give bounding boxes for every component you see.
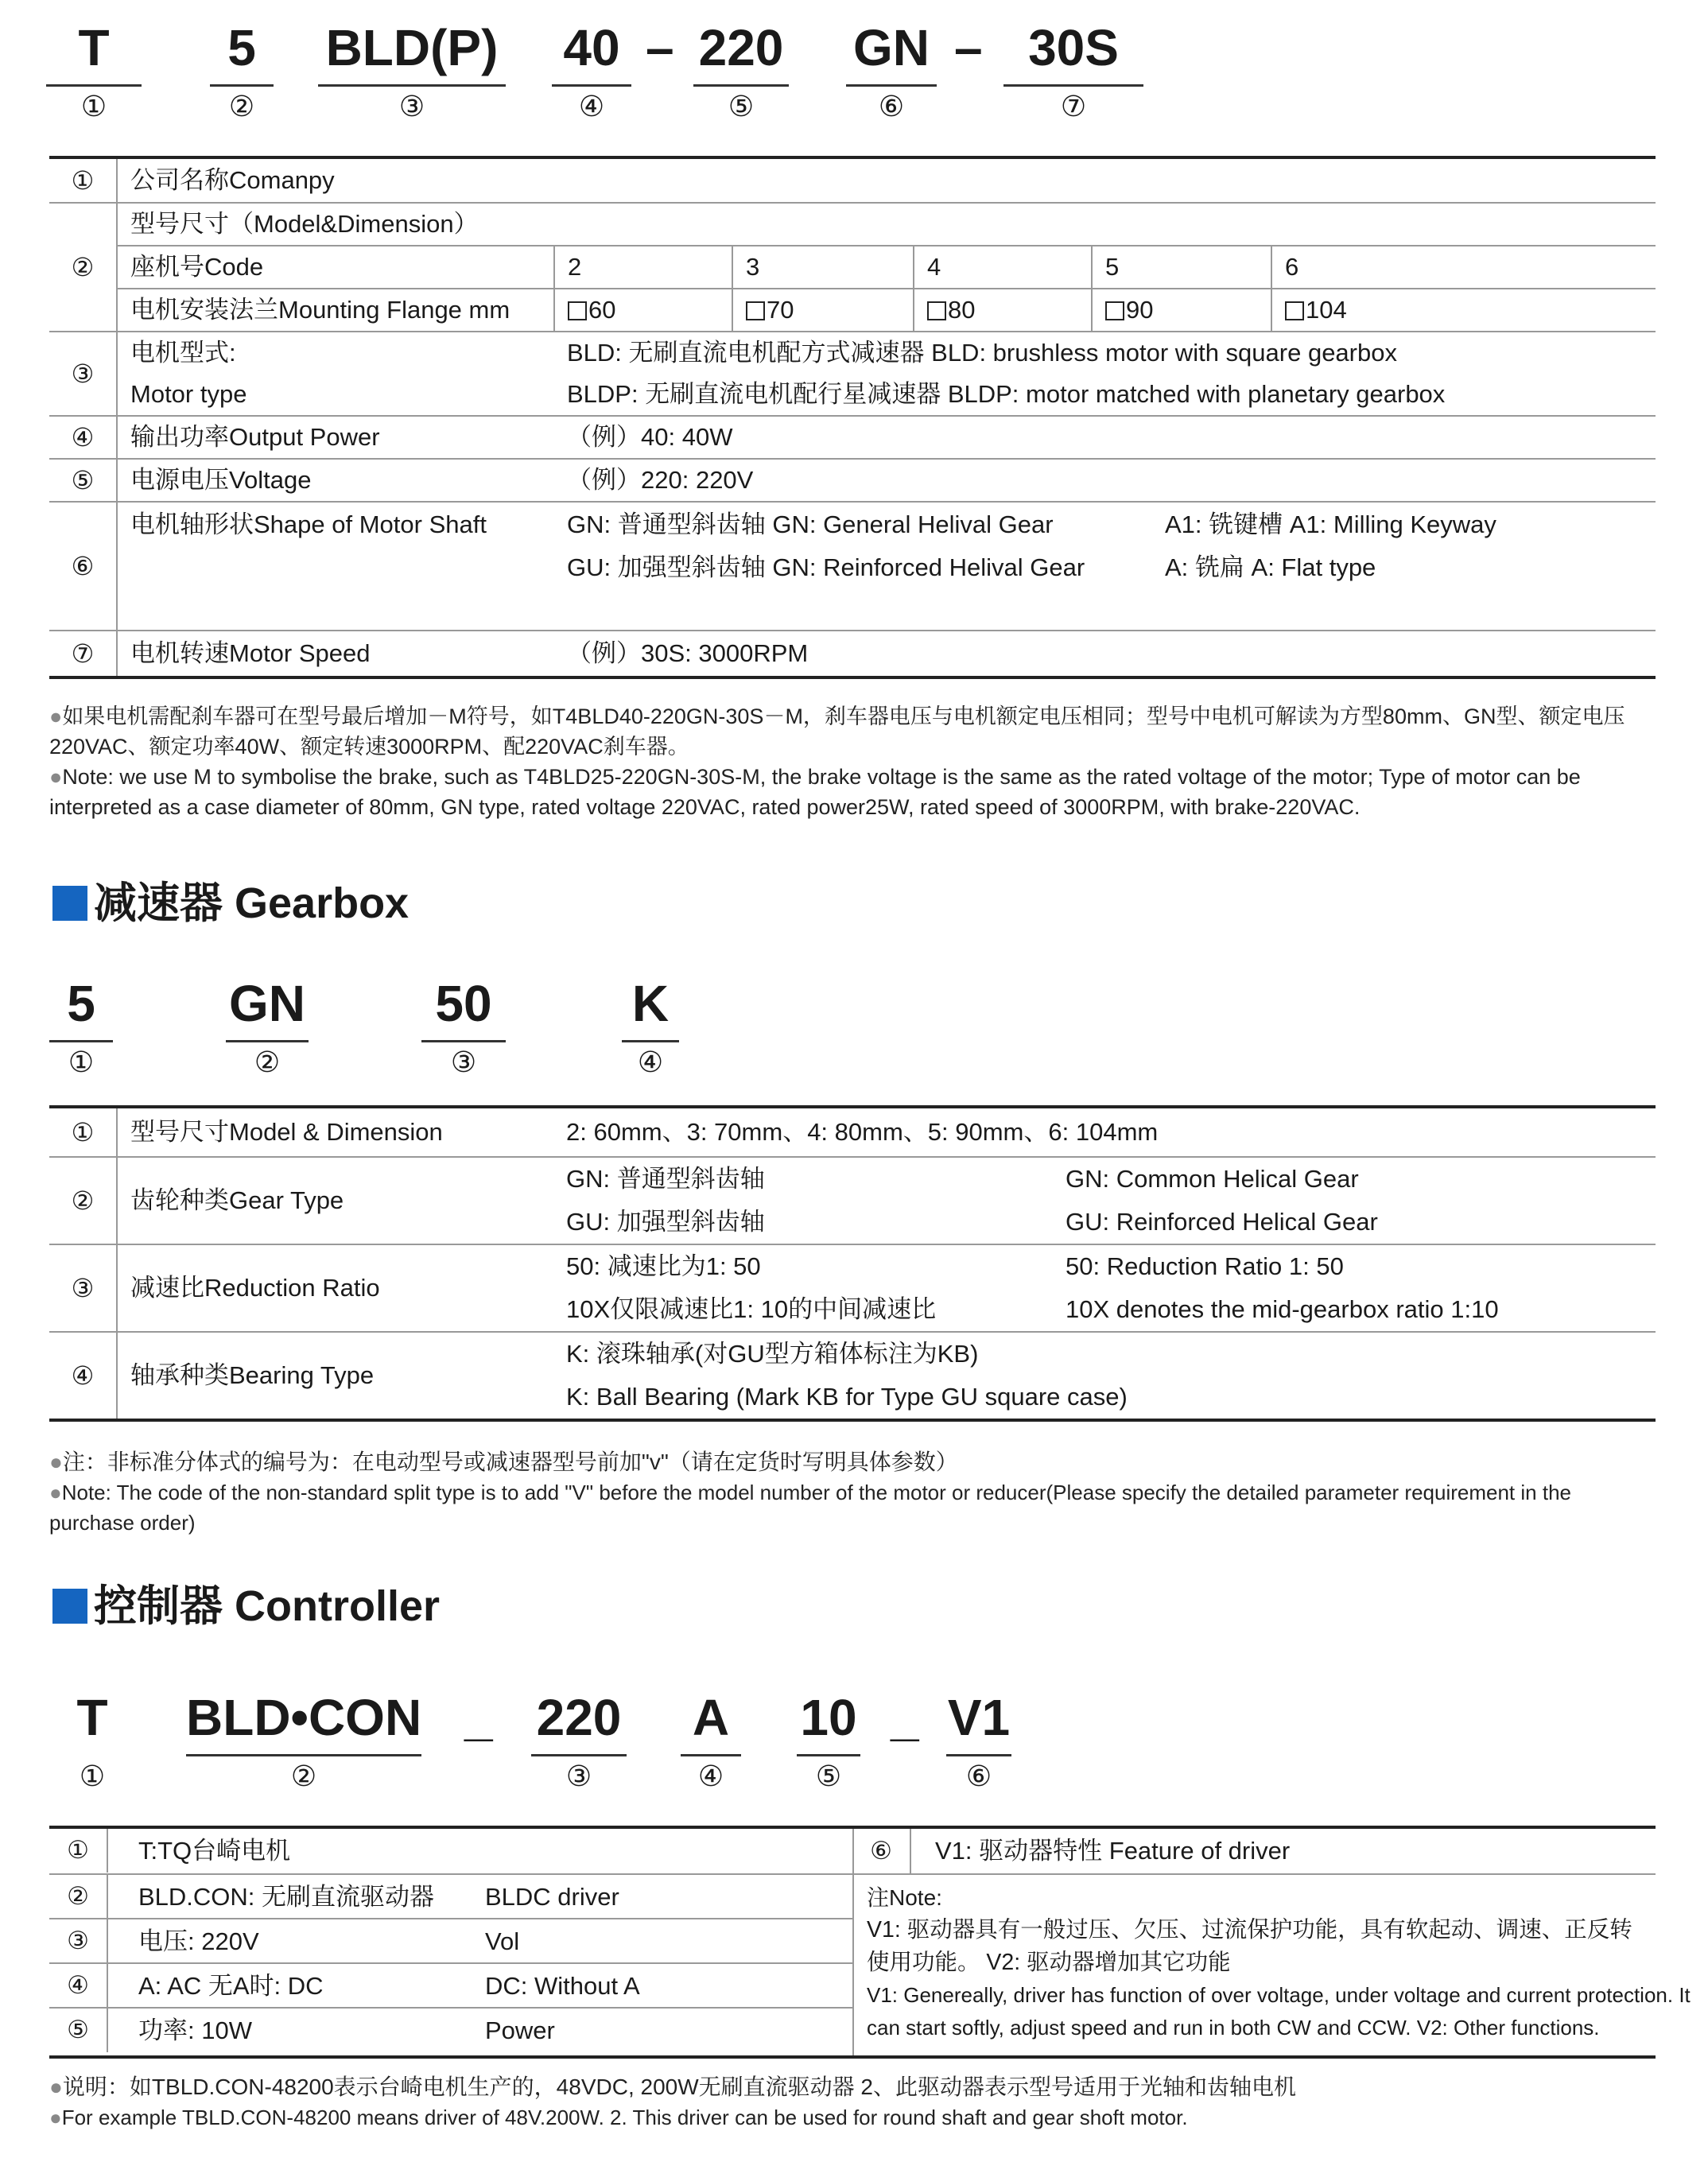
flange-cell	[914, 289, 1092, 332]
table-row	[49, 1332, 1656, 1376]
code-text: 220	[698, 19, 784, 76]
code-underline	[46, 84, 142, 87]
section-marker-icon	[52, 886, 87, 921]
row-number: ③	[49, 1244, 117, 1332]
row-value: （例）30S: 3000RPM	[554, 631, 1656, 677]
square-icon	[568, 301, 587, 320]
row-label: 型号尺寸Model & Dimension	[130, 1118, 443, 1146]
code-text: GN	[853, 19, 930, 76]
row-label: 电机轴形状Shape of Motor Shaft	[117, 502, 554, 631]
code-number: ③	[565, 1760, 592, 1793]
table-row	[49, 416, 1656, 459]
bullet-icon: ●	[49, 704, 63, 728]
motor-code-seg-7	[1003, 16, 1143, 125]
note-cn-2: 使用功能。 V2: 驱动器增加其它功能	[867, 1950, 1231, 1975]
note-en	[49, 762, 1656, 822]
row-number: ①	[49, 157, 117, 203]
code-text: 5	[67, 975, 95, 1032]
section-title-text: 减速器 Gearbox	[94, 879, 410, 927]
controller-code-seg-3	[531, 1686, 627, 1795]
code-cell: 3	[732, 246, 914, 289]
code-underline	[49, 1040, 113, 1042]
note-en	[49, 1477, 1656, 1538]
row-label: 公司名称Comanpy	[130, 166, 335, 194]
code-underline	[210, 84, 274, 87]
code-number: ⑦	[1060, 91, 1087, 123]
row-value: BLDP: 无刷直流电机配行星减速器 BLDP: motor matched with planetary gearbox	[567, 380, 1446, 408]
row-value: GN: 普通型斜齿轴	[553, 1157, 1053, 1201]
code-number: ④	[697, 1760, 724, 1793]
section-title-text: 控制器 Controller	[94, 1582, 441, 1630]
row-label: 电机转速Motor Speed	[117, 631, 554, 677]
row-label: Motor type	[130, 380, 247, 408]
square-icon	[1285, 301, 1304, 320]
table-row	[49, 332, 1656, 374]
code-text: K	[631, 975, 670, 1032]
row-label: 齿轮种类Gear Type	[117, 1157, 553, 1244]
note-text: Note: we use M to symbolise the brake, such as T4BLD25-220GN-30S-M, the brake voltage is the same as the rated voltage of the motor; Type of motor can be interpreted as a case diameter of 80mm, GN type, rated voltage 220VAC, rated power25W, rated speed of 3000RPM, with brake-220VAC.	[49, 765, 1581, 819]
row-label: 电源电压Voltage	[117, 459, 554, 502]
row-number: ④	[49, 416, 117, 459]
motor-code-line	[0, 16, 1708, 135]
row-number: ⑥	[49, 502, 117, 631]
note-cn	[49, 2072, 1656, 2102]
code-number: ⑤	[728, 91, 755, 123]
controller-code-line	[0, 1686, 1708, 1805]
note-cn-1: V1: 驱动器具有一般过压、欠压、过流保护功能，具有软起动、调速、正反转	[867, 1917, 1632, 1943]
table-row	[49, 1157, 1656, 1201]
note-en-2: can start softly, adjust speed and run in both CW and CCW. V2: Other functions.	[867, 2016, 1600, 2040]
table-row	[49, 203, 1656, 246]
motor-note	[49, 701, 1656, 822]
controller-code-seg-6	[946, 1686, 1011, 1795]
code-cell: 6	[1271, 246, 1656, 289]
controller-code-seg-2	[186, 1686, 421, 1795]
table-row	[49, 1962, 852, 2008]
note-text: 注：非标准分体式的编号为：在电动型号或减速器型号前加"v"（请在定货时写明具体参数）	[62, 1450, 958, 1474]
code-underline	[797, 1754, 860, 1756]
shaft-a1: A1: 铣键槽 A1: Milling Keyway	[1165, 510, 1496, 538]
bullet-icon: ●	[49, 1481, 62, 1504]
row-value: GU: Reinforced Helical Gear	[1066, 1208, 1378, 1236]
row-value: A: AC 无A时: DC	[138, 1972, 324, 2000]
table-row	[49, 157, 1656, 203]
motor-code-seg-6	[846, 16, 937, 125]
code-text: 40	[563, 19, 620, 76]
code-number: ⑥	[878, 91, 905, 123]
table-row	[49, 2007, 852, 2052]
code-text: T	[76, 1689, 108, 1746]
row-label: 输出功率Output Power	[117, 416, 554, 459]
row-number: ⑦	[49, 631, 117, 677]
feature-head-text: V1: 驱动器特性 Feature of driver	[935, 1837, 1291, 1865]
code-text: V1	[947, 1689, 1011, 1746]
code-underline	[622, 1040, 679, 1042]
note-text: 如果电机需配刹车器可在型号最后增加－M符号，如T4BLD40-220GN-30S－M，刹车器电压与电机额定电压相同；型号中电机可解读为方型80mm、GN型、额定电压220VAC、额定功率40W、额定转速3000RPM、配220VAC刹车器。	[49, 704, 1625, 759]
row-value-en: Vol	[485, 1927, 520, 1955]
motor-code-seg-4	[552, 16, 631, 125]
code-cell: 5	[1092, 246, 1271, 289]
flange-value: 60	[588, 296, 616, 324]
feature-header	[852, 1829, 1656, 1875]
row-value: BLD: 无刷直流电机配方式减速器 BLD: brushless motor with square gearbox	[554, 332, 1656, 374]
row-label: 型号尺寸（Model&Dimension）	[117, 203, 1656, 246]
bullet-icon: ●	[49, 765, 63, 789]
note-text: Note: The code of the non-standard split type is to add "V" before the model number of the motor or reducer(Please specify the detailed parameter requirement in the purchase order)	[49, 1481, 1571, 1535]
code-number: ④	[578, 91, 605, 123]
code-underline	[693, 84, 789, 87]
row-number: ④	[49, 1964, 108, 2008]
note-en-1: V1: Genereally, driver has function of over voltage, under voltage and current protection. It	[867, 1983, 1691, 2007]
code-underline	[552, 84, 631, 87]
code-number: ⑥	[965, 1760, 992, 1793]
code-text: T	[78, 19, 110, 76]
code-underline	[226, 1040, 309, 1042]
table-row	[49, 374, 1656, 416]
feature-note	[867, 1881, 1691, 2044]
code-underline	[846, 84, 937, 87]
table-row	[49, 1107, 1656, 1157]
code-number: ⑤	[815, 1760, 842, 1793]
row-value: GU: 加强型斜齿轴	[566, 1208, 765, 1236]
row-number: ①	[49, 1829, 108, 1873]
row-value-en: Power	[485, 2016, 555, 2044]
row-number: ③	[49, 1919, 108, 1963]
code-number: ④	[637, 1046, 664, 1079]
row-label: 减速比Reduction Ratio	[117, 1244, 553, 1332]
gearbox-section-title	[52, 878, 409, 929]
section-marker-icon	[52, 1589, 87, 1624]
code-label: 座机号Code	[117, 246, 554, 289]
flange-cell	[732, 289, 914, 332]
table-row	[49, 246, 1656, 289]
shaft-gu: GU: 加强型斜齿轴 GN: Reinforced Helival Gear	[567, 553, 1085, 581]
flange-value: 70	[767, 296, 794, 324]
note-label: 注Note:	[867, 1885, 942, 1910]
table-row	[49, 1918, 852, 1963]
table-row	[49, 1244, 1656, 1288]
flange-cell	[1271, 289, 1656, 332]
row-value: （例）40: 40W	[554, 416, 1656, 459]
controller-code-seg-4	[681, 1686, 741, 1795]
bullet-icon: ●	[49, 1450, 63, 1474]
gearbox-code-seg-3	[421, 972, 506, 1081]
code-text: 220	[536, 1689, 622, 1746]
flange-cell	[554, 289, 732, 332]
gearbox-spec-table	[49, 1105, 1656, 1422]
motor-code-seg-5	[693, 16, 789, 125]
controller-left-column	[49, 1829, 854, 2055]
row-number: ⑤	[49, 2009, 108, 2052]
shaft-a: A: 铣扁 A: Flat type	[1165, 553, 1376, 581]
code-text: 10	[800, 1689, 857, 1746]
row-number: ⑥	[852, 1829, 911, 1873]
row-value-block	[554, 502, 1656, 631]
code-text: 50	[435, 975, 492, 1032]
row-value: 10X denotes the mid-gearbox ratio 1:10	[1066, 1295, 1499, 1323]
row-value: K: 滚珠轴承(对GU型方箱体标注为KB)	[553, 1332, 1656, 1376]
code-text: 30S	[1028, 19, 1119, 76]
code-number: ②	[254, 1046, 281, 1079]
code-number: ①	[79, 1760, 106, 1793]
note-text: For example TBLD.CON-48200 means driver of 48V.200W. 2. This driver can be used for round shaft and gear shoft motor.	[61, 2106, 1188, 2129]
code-number: ①	[80, 91, 107, 123]
flange-cell	[1092, 289, 1271, 332]
row-value-en: DC: Without A	[485, 1972, 640, 2000]
flange-value: 90	[1126, 296, 1154, 324]
row-value: BLD.CON: 无刷直流驱动器	[138, 1883, 435, 1911]
row-number: ⑤	[49, 459, 117, 502]
flange-value: 80	[948, 296, 976, 324]
code-number: ③	[450, 1046, 477, 1079]
code-underline	[1003, 84, 1143, 87]
row-value: 电压: 220V	[138, 1927, 259, 1955]
gearbox-code-line	[0, 972, 1708, 1091]
row-value: 10X仅限减速比1: 10的中间减速比	[566, 1295, 937, 1323]
row-value: （例）220: 220V	[554, 459, 1656, 502]
row-value: 50: 减速比为1: 50	[553, 1244, 1053, 1288]
note-text: 说明：如TBLD.CON-48200表示台崎电机生产的，48VDC, 200W无刷直流驱动器 2、此驱动器表示型号适用于光轴和齿轴电机	[62, 2075, 1297, 2099]
code-underline	[421, 1040, 506, 1042]
row-value: 功率: 10W	[138, 2016, 252, 2044]
table-row	[49, 289, 1656, 332]
code-underline	[531, 1754, 627, 1756]
row-number: ①	[49, 1107, 117, 1157]
shaft-gn: GN: 普通型斜齿轴 GN: General Helival Gear	[567, 510, 1054, 538]
row-number: ②	[49, 203, 117, 332]
controller-code-seg-5	[797, 1686, 860, 1795]
code-dash: _	[891, 1689, 919, 1746]
gearbox-code-seg-4	[622, 972, 679, 1081]
code-cell: 2	[554, 246, 732, 289]
square-icon	[927, 301, 946, 320]
code-cell: 4	[914, 246, 1092, 289]
code-text: 5	[227, 19, 256, 76]
note-cn	[49, 701, 1656, 762]
row-number: ③	[49, 332, 117, 416]
table-row	[49, 1829, 852, 1873]
code-dash: –	[646, 19, 674, 76]
gearbox-code-seg-2	[226, 972, 309, 1081]
row-value: T:TQ台崎电机	[138, 1837, 291, 1865]
table-row	[49, 502, 1656, 631]
gearbox-code-seg-1	[49, 972, 113, 1081]
bullet-icon: ●	[49, 2106, 62, 2129]
motor-code-seg-2	[210, 16, 274, 125]
bullet-icon: ●	[49, 2075, 63, 2099]
code-underline	[946, 1754, 1011, 1756]
gearbox-note	[49, 1447, 1656, 1538]
row-label: 电机型式:	[117, 332, 554, 374]
square-icon	[1105, 301, 1124, 320]
code-underline	[186, 1754, 421, 1756]
code-text: GN	[229, 975, 305, 1032]
row-value-en: BLDC driver	[485, 1883, 619, 1911]
motor-code-seg-1	[46, 16, 142, 125]
code-text: A	[692, 1689, 730, 1746]
code-dash: _	[464, 1689, 493, 1746]
square-icon	[746, 301, 765, 320]
table-row	[49, 459, 1656, 502]
motor-code-seg-3	[318, 16, 506, 125]
motor-spec-table	[49, 156, 1656, 679]
flange-value: 104	[1306, 296, 1347, 324]
note-cn	[49, 1447, 1656, 1477]
table-row	[49, 1873, 852, 1919]
code-text: BLD•CON	[186, 1689, 422, 1746]
flange-label: 电机安装法兰Mounting Flange mm	[117, 289, 554, 332]
code-number: ①	[68, 1046, 95, 1079]
code-text: BLD(P)	[325, 19, 499, 76]
row-number: ②	[49, 1875, 108, 1919]
table-row	[49, 631, 1656, 677]
code-underline	[56, 1754, 129, 1756]
code-number: ②	[228, 91, 255, 123]
code-number: ②	[290, 1760, 317, 1793]
row-number: ②	[49, 1157, 117, 1244]
code-dash: –	[954, 19, 983, 76]
row-number: ④	[49, 1332, 117, 1420]
code-underline	[318, 84, 506, 87]
note-en	[49, 2102, 1656, 2133]
code-number: ③	[398, 91, 425, 123]
code-underline	[681, 1754, 741, 1756]
controller-spec-table	[49, 1826, 1691, 2059]
controller-code-seg-1	[56, 1686, 129, 1795]
controller-note	[49, 2072, 1656, 2133]
controller-section-title	[52, 1581, 440, 1632]
row-value: K: Ball Bearing (Mark KB for Type GU square case)	[566, 1383, 1128, 1411]
controller-right-column	[852, 1829, 1691, 2055]
row-value: 2: 60mm、3: 70mm、4: 80mm、5: 90mm、6: 104mm	[566, 1118, 1159, 1146]
row-label: 轴承种类Bearing Type	[117, 1332, 553, 1420]
row-value: 50: Reduction Ratio 1: 50	[1053, 1244, 1656, 1288]
row-value: GN: Common Helical Gear	[1053, 1157, 1656, 1201]
